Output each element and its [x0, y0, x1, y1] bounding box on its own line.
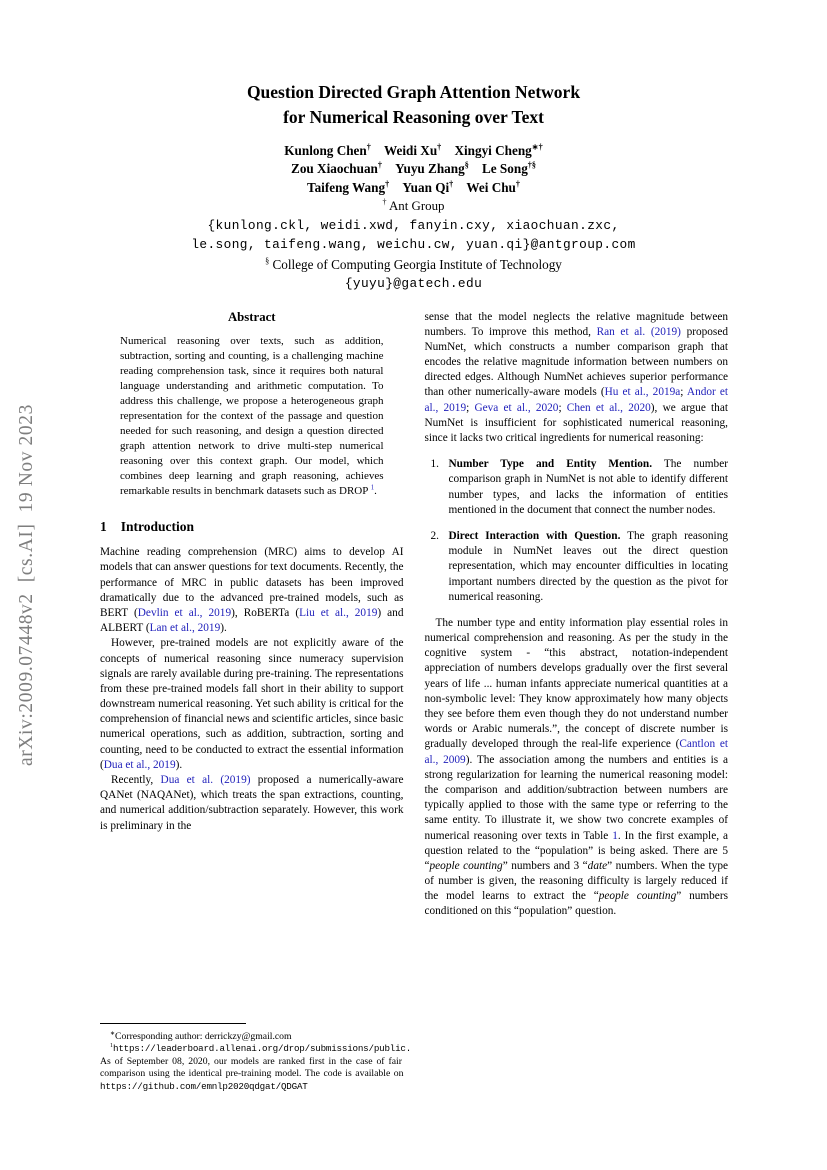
numbered-list — [425, 457, 729, 605]
citation-link[interactable]: Devlin et al., 2019 — [137, 606, 232, 619]
citation-link[interactable]: Dua et al., 2019 — [103, 758, 176, 771]
list-item-text: Number Type and Entity Mention. The number comparison graph in NumNet is not able to identify different number types, and lacks the information of entities mentioned in the document that connect the number nodes. — [448, 458, 728, 516]
left-column — [100, 309, 412, 1094]
citation-link[interactable]: Chen et al., 2020 — [566, 401, 651, 414]
list-item-1 — [431, 457, 729, 518]
author-line-1: Kunlong Chen† Weidi Xu† Xingyi Cheng∗† — [284, 142, 543, 158]
citation-link[interactable]: Andor et al., 2019 — [424, 386, 729, 414]
abstract-text: Numerical reasoning over texts, such as addition, subtraction, sorting and counting, is a challenging machine reading comprehension task, since it requires both natural language understanding and arithmetic computation. To address this challenge, we propose a heterogeneous graph representation for the context of the passage and question needed for such reasoning, and design a question directed graph attention network to drive multi-step numerical reasoning over this context graph. Our model, which combines deep learning and graph reasoning, achieves remarkable results in benchmark datasets such as DROP $^1$. — [120, 334, 384, 498]
footnote-rule — [100, 1023, 246, 1024]
section-heading-introduction — [100, 519, 404, 535]
citation-link[interactable]: Liu et al., 2019 — [299, 606, 378, 619]
affiliation-ant-group: † Ant Group — [382, 197, 445, 214]
list-number: 2. — [430, 529, 439, 542]
affiliation-gatech: § College of Computing Georgia Institute of Technology — [265, 256, 562, 273]
citation-link[interactable]: Dua et al. (2019) — [160, 774, 251, 787]
citation-link[interactable]: Lan et al., 2019 — [149, 622, 221, 635]
citation-link[interactable]: 1 — [370, 484, 375, 492]
paper-header — [0, 0, 827, 294]
footnote-block — [100, 1023, 412, 1094]
author-block — [0, 142, 827, 197]
right-column — [425, 310, 729, 1094]
list-item-text: Direct Interaction with Question. The graph reasoning module in NumNet leaves out the direct question representation, which may encounter difficulties in locating important numbers directed by the question as the pivot for numerical reasoning. — [448, 529, 728, 603]
section-title: Introduction — [120, 519, 195, 535]
citation-link[interactable]: Cantlon et al., 2009 — [424, 738, 728, 766]
title-line-1: Question Directed Graph Attention Network — [246, 82, 581, 102]
citation-link[interactable]: Geva et al., 2020 — [474, 401, 559, 414]
two-column-body — [100, 310, 728, 1094]
citation-link[interactable]: 1 — [612, 829, 618, 842]
email-line-1: {kunlong.ckl, weidi.xwd, fanyin.cxy, xiaochuan.zxc, — [207, 217, 620, 233]
section-number: 1 — [100, 519, 107, 535]
footnote-leaderboard: $^1$https://leaderboard.allenai.org/drop/submissions/public. As of September 08, 2020, our models are ranked first in the case of fair comparison using the identical pre-training model. The code is available on https://github.com/emnlp2020qdgat/QDGAT — [100, 1042, 412, 1092]
url-link[interactable]: https://github.com/emnlp2020qdgat/QDGAT — [100, 1080, 308, 1092]
author-line-2: Zou Xiaochuan† Yuyu Zhang§ Le Song†§ — [291, 160, 536, 177]
title-line-2: for Numerical Reasoning over Text — [283, 106, 544, 127]
paragraph: Recently, Dua et al. (2019) proposed a numerically-aware QANet (NAQANet), which treats the span extractions, counting, and numerical addition/subtraction separately. However, this work is preliminary in the — [100, 774, 404, 832]
arxiv-watermark: arXiv:2009.07448v2 [cs.AI] 19 Nov 2023 — [16, 404, 37, 766]
email-line-2: le.song, taifeng.wang, weichu.cw, yuan.qi}@antgroup.com — [191, 237, 636, 253]
author-line-3: Taifeng Wang† Yuan Qi† Wei Chu† — [307, 179, 520, 195]
paragraph: sense that the model neglects the relative magnitude between numbers. To improve this method, Ran et al. (2019) proposed NumNet, which constructs a number comparison graph that encodes the relative magnitude information between numbers on directed edges. Although NumNet achieves superior performance than other numerically-aware models (Hu et al., 2019a; Andor et al., 2019; Geva et al., 2020; Chen et al., 2020), we argue that NumNet is insufficient for sophisticated numerical reasoning, since it lacks two critical ingredients for numerical reasoning: — [424, 310, 729, 445]
list-number: 1. — [430, 458, 439, 471]
paragraph: However, pre-trained models are not explicitly aware of the concepts of numerical reasoning since numeracy supervision signals are rarely available during pre-training. The representations from these pre-trained models fall short in their ability to support downstream numerical reasoning. Yet such ability is critical for the comprehension of financial news and scientific articles, since basic numerical operations, such as addition, subtraction, sorting and counting, need to be conducted to extract the essential information (Dua et al., 2019). — [100, 637, 404, 771]
abstract-heading: Abstract — [227, 309, 276, 324]
list-item-2 — [431, 529, 729, 605]
citation-link[interactable]: Ran et al. (2019) — [596, 325, 681, 338]
paragraph: The number type and entity information play essential roles in numerical comprehension and reasoning. As per the study in the cognitive system - “this abstract, notation-independent appreciation of numbers develops gradually over the first several years of life ... human infants appreciate numerical quantities at a non-symbolic level: They know approximately how many objects they see before them even though they do not understand number words or Arabic numerals.”, the concept of discrete number is gradually developed through the real-life experience (Cantlon et al., 2009). The association among the numbers and entities is a strong regularization for learning the numerical reasoning model: the comparison and addition/subtraction between numbers are typically applied to those with the same type or referring to the same entity. To illustrate it, we show two concrete examples of numerical reasoning over texts in Table 1. In the first example, a question related to the “population” is being asked. There are 5 “people counting” numbers and 3 “date” numbers. When the type of number is given, the reasoning difficulty is largely reduced if the model learns to extract the “people counting” numbers conditioned on this “population” question. — [424, 616, 728, 918]
footnote-corresponding-author: ∗Corresponding author: derrickzy@gmail.com — [110, 1030, 292, 1042]
citation-link[interactable]: Hu et al., 2019a — [604, 386, 681, 399]
paper-title — [0, 80, 827, 130]
email-gatech: {yuyu}@gatech.edu — [344, 276, 483, 292]
paragraph: Machine reading comprehension (MRC) aims to develop AI models that can answer questions for text documents. Recently, the performance of MRC in public datasets has been improved dramatically due to the advanced pre-trained models, such as BERT (Devlin et al., 2019), RoBERTa (Liu et al., 2019) and ALBERT (Lan et al., 2019). — [100, 546, 404, 635]
url-link[interactable]: https://leaderboard.allenai.org/drop/submissions/public. — [113, 1043, 412, 1055]
